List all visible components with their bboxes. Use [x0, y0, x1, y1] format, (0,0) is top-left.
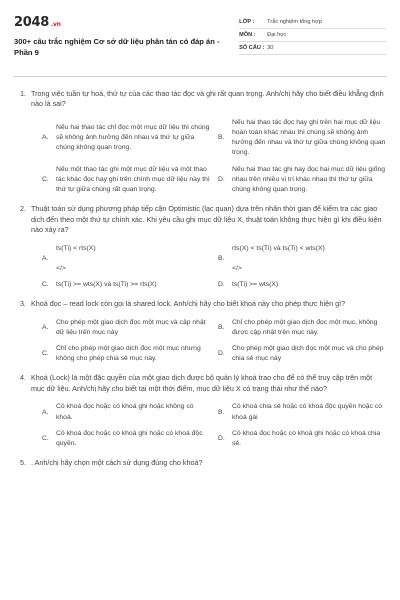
option-text: Chỉ cho phép một giao dịch đọc một mục, không được cập nhật trên mục này. [232, 318, 378, 336]
option-a[interactable] [42, 402, 210, 422]
question-text [14, 373, 386, 394]
meta-value: 30 [267, 44, 274, 51]
question-body: Khoá (Lock) là một đặc quyền của một giao dịch được bộ quản lý khoá trao cho để có thể truy cập trên một mục dữ liệu. Anh/chị hãy cho biết tại một thời điểm, mục dữ liệu X có trạng thái như thế nào? [31, 373, 373, 393]
option-text: Có khoá đọc hoặc có khoá ghi hoặc có khoá độc quyền. [56, 429, 203, 447]
option-letter: D. [218, 350, 225, 358]
option-letter: C. [42, 175, 49, 183]
meta-row-subject [239, 29, 386, 42]
header-divider [14, 76, 386, 77]
options-grid [42, 244, 386, 291]
option-main: ts(Ti) < rts(X) [56, 244, 96, 252]
question-3 [14, 299, 386, 364]
option-text: Nếu một thao tác ghi một mục dữ liệu và một thao tác khác đọc hay ghi trên chính mục dữ liệu này thì thứ tự giữa chúng rất quan trọng. [56, 165, 210, 193]
brand-block [14, 14, 239, 72]
site-logo[interactable] [14, 16, 239, 29]
option-b[interactable] [218, 318, 386, 338]
option-c[interactable] [42, 165, 210, 196]
meta-row-class [239, 16, 386, 29]
option-d[interactable] [218, 280, 386, 290]
option-b[interactable] [218, 118, 386, 159]
question-number: 1. [20, 89, 26, 98]
logo-main: 2048 [14, 15, 49, 30]
option-text: Nếu hai thao tác ghi hay đọc hai mục dữ liệu giống nhau trên nhiều vị trí khác nhau thì thứ tự giữa chúng không quan trọng. [232, 165, 386, 193]
question-number: 5. [20, 458, 26, 468]
option-c[interactable] [42, 280, 210, 290]
option-letter: D. [218, 281, 225, 289]
document-meta [239, 16, 386, 72]
option-main: rts(X) < ts(Ti) và ts(Ti) < wts(X) [232, 244, 325, 252]
option-text: Chỉ cho phép một giao dịch đọc một mục nhưng không cho phép chia sẻ mục này. [56, 345, 201, 363]
option-letter: A. [42, 408, 49, 416]
document-title [14, 37, 239, 58]
option-c[interactable] [42, 429, 210, 449]
question-5 [14, 458, 386, 468]
option-text: Có khoá đọc hoặc có khoá ghi hoặc không có khoá. [56, 403, 194, 421]
option-text: Nếu hai thao tác đọc hay ghi trên hai mục dữ liệu hoàn toàn khác nhau thì chúng sẽ không ảnh hưởng đến nhau và thứ tự giữa chúng không quan trọng. [232, 118, 386, 157]
option-c[interactable] [42, 344, 210, 364]
option-letter: A. [42, 134, 49, 142]
option-extra: </> [232, 264, 242, 272]
meta-label: SỐ CÂU : [239, 44, 265, 51]
meta-label: MÔN : [239, 31, 256, 38]
document-header [14, 14, 386, 72]
question-4 [14, 373, 386, 449]
question-number: 3. [20, 299, 26, 309]
question-text [14, 89, 386, 110]
option-d[interactable] [218, 165, 386, 196]
logo-suffix: .vn [50, 21, 61, 28]
option-a[interactable] [42, 318, 210, 338]
question-text [14, 458, 386, 468]
option-letter: A. [42, 254, 49, 262]
option-letter: D. [218, 434, 225, 442]
option-a[interactable] [42, 244, 210, 275]
question-text [14, 204, 386, 235]
option-text: Có khoá chia sẻ hoặc có khoá độc quyền hoặc có khoá gài [232, 403, 383, 421]
option-text: ts(Ti) >= wts(X) và ts(Ti) >= rts(X) [56, 281, 157, 289]
options-grid [42, 118, 386, 195]
option-text: Cho phép một giao dịch đọc một mục và cập nhật dữ liệu trên mục này [56, 318, 206, 336]
question-text [14, 299, 386, 309]
question-number: 4. [20, 373, 26, 383]
option-letter: B. [218, 323, 225, 331]
option-letter: C. [42, 281, 49, 289]
option-letter: C. [42, 434, 49, 442]
meta-row-count [239, 42, 386, 55]
option-letter: B. [218, 254, 225, 262]
option-a[interactable] [42, 118, 210, 159]
question-1 [14, 89, 386, 195]
question-body: Khoá đọc – read lock còn gọi là shared lock. Anh/chị hãy cho biết khoá này cho phép thực hiện gì? [31, 299, 346, 309]
options-grid [42, 402, 386, 449]
option-text [232, 244, 386, 275]
option-letter: B. [218, 134, 225, 142]
option-b[interactable] [218, 402, 386, 422]
option-text: Có khoá đọc hoặc có khoá ghi hoặc có khoá chia sẻ. [232, 429, 381, 447]
option-d[interactable] [218, 344, 386, 364]
question-body: Trong việc tuần tự hoá, thứ tự của các thao tác đọc và ghi rất quan trọng. Anh/chị hãy cho biết điều khẳng định nào là sai? [31, 89, 384, 109]
option-letter: B. [218, 408, 225, 416]
option-text: ts(Ti) >= wts(X) [232, 281, 279, 289]
document-title-line1: 300+ câu trắc nghiệm Cơ sở dữ liệu phân tán có đáp án - [14, 37, 220, 46]
question-body: . Anh/chị hãy chọn một cách sử dụng đúng cho khoá? [31, 458, 203, 468]
meta-label: LỚP : [239, 18, 255, 25]
option-text: Nếu hai thao tác chỉ đọc một mục dữ liệu thì chúng sẽ không ảnh hưởng đến nhau và thứ tự giữa chúng không quan trọng. [56, 123, 210, 152]
option-text [56, 244, 210, 275]
option-b[interactable] [218, 244, 386, 275]
question-2 [14, 204, 386, 290]
meta-value: Đại học [267, 31, 287, 38]
question-body: Thuật toán sử dụng phương pháp tiếp cận Optimistic (lạc quan) dựa trên nhãn thời gian để kiểm tra các giao dịch đến theo một thứ tự chính xác. Khi yêu cầu ghi mục dữ liệu X, thuật toán không thực hiện gì khi điều kiện nào xảy ra? [31, 204, 382, 235]
question-number: 2. [20, 204, 26, 214]
meta-value: Trắc nghiệm tổng hợp [267, 18, 322, 25]
document-title-line2: Phần 9 [14, 47, 39, 57]
option-d[interactable] [218, 429, 386, 449]
options-grid [42, 318, 386, 365]
option-text: Cho phép một giao dịch đọc một mục và cho phép chia sẻ mục này [232, 345, 384, 363]
option-letter: D. [218, 175, 225, 183]
option-letter: A. [42, 323, 49, 331]
option-extra: </> [56, 264, 66, 272]
option-letter: C. [42, 350, 49, 358]
